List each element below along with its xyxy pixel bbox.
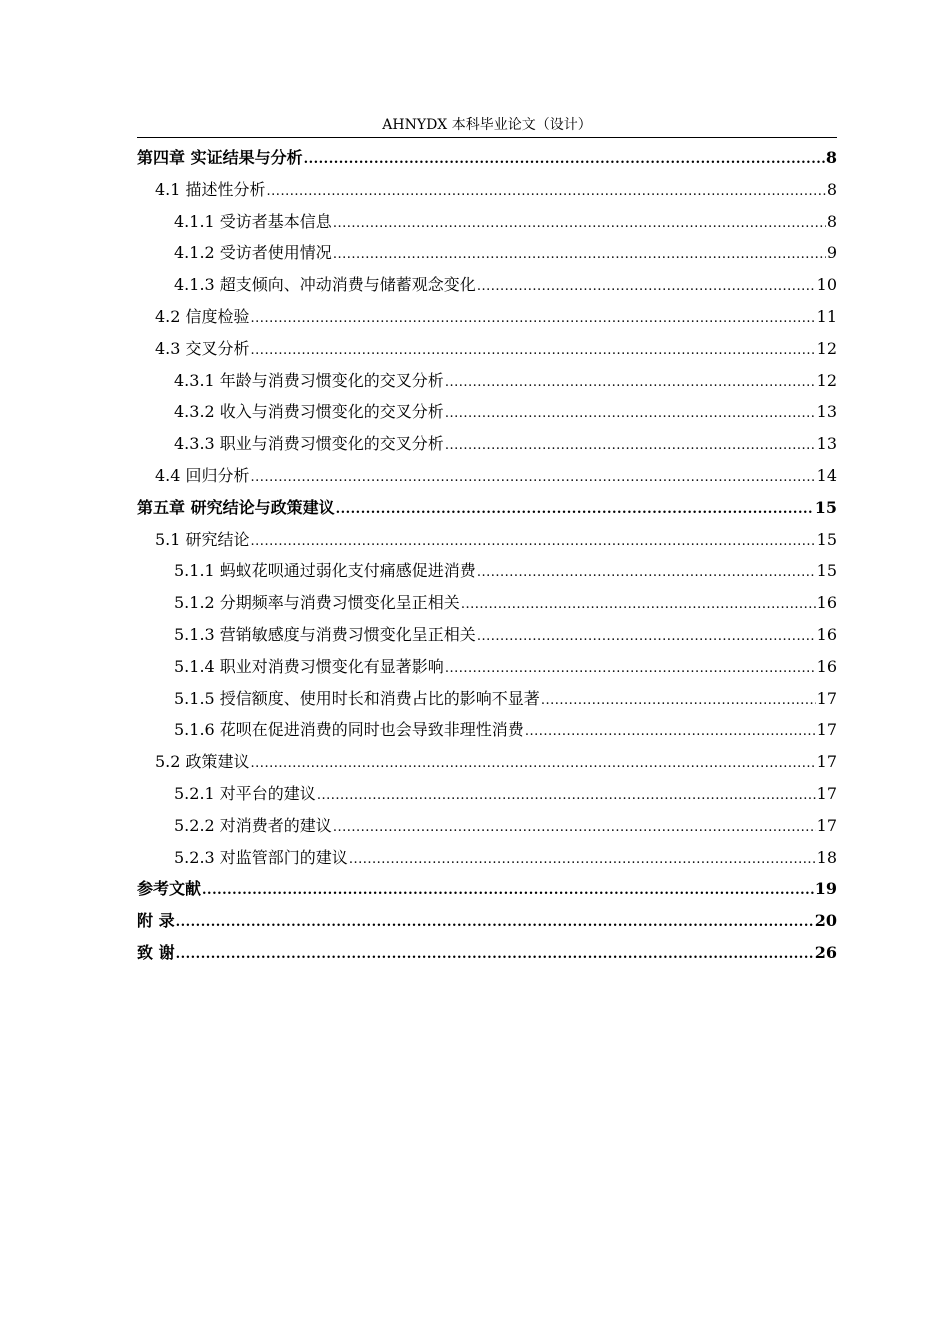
toc-entry-title: 第五章 研究结论与政策建议 [137,497,335,517]
toc-entry-title: 5.2 政策建议 [155,752,250,772]
toc-dot-leader [477,271,816,303]
toc-entry-page-number: 17 [816,752,837,772]
toc-dot-leader [461,589,816,621]
toc-entry[interactable] [137,269,837,301]
toc-entry[interactable] [137,301,837,333]
toc-entry[interactable] [137,365,837,397]
toc-entry[interactable] [137,174,837,206]
toc-entry[interactable] [137,842,837,874]
toc-entry-page-number: 17 [816,783,837,803]
toc-dot-leader [251,748,816,780]
toc-entry-page-number: 16 [816,624,837,644]
toc-entry-title: 5.1.2 分期频率与消费习惯变化呈正相关 [174,593,460,613]
toc-dot-leader [541,685,816,717]
toc-entry-title: 第四章 实证结果与分析 [137,148,303,167]
toc-entry[interactable] [137,206,837,238]
toc-dot-leader [176,939,814,971]
toc-entry-title: 5.1.5 授信额度、使用时长和消费占比的影响不显著 [174,688,540,708]
toc-entry-title: 5.2.1 对平台的建议 [174,783,316,803]
toc-entry[interactable] [137,778,837,810]
toc-entry-title: 附 录 [137,911,175,931]
toc-dot-leader [317,780,816,812]
toc-dot-leader [202,875,814,907]
toc-entry-title: 4.1.3 超支倾向、冲动消费与储蓄观念变化 [174,275,476,295]
toc-entry-page-number: 19 [814,879,837,899]
toc-entry-title: 4.3.3 职业与消费习惯变化的交叉分析 [174,434,444,454]
toc-entry-title: 5.1.4 职业对消费习惯变化有显著影响 [174,656,444,676]
toc-entry-page-number: 15 [816,561,837,581]
toc-dot-leader [251,303,816,335]
toc-dot-leader [445,398,816,430]
toc-entry-page-number: 20 [814,911,837,931]
toc-entry[interactable] [137,714,837,746]
page-header-title: AHNYDX 本科毕业论文（设计） [382,117,592,133]
toc-dot-leader [251,526,816,558]
toc-dot-leader [251,335,816,367]
toc-entry-page-number: 17 [816,720,837,740]
toc-entry-page-number: 9 [826,243,837,263]
toc-dot-leader [477,557,816,589]
toc-entry-title: 参考文献 [137,879,202,899]
toc-entry[interactable] [137,683,837,715]
toc-dot-leader [477,621,816,653]
toc-entry-page-number: 10 [816,275,837,295]
toc-entry[interactable] [137,492,837,524]
toc-entry-page-number: 18 [816,847,837,867]
toc-entry-page-number: 16 [816,656,837,676]
toc-entry[interactable] [137,142,837,174]
toc-entry-page-number: 13 [816,402,837,422]
toc-entry[interactable] [137,651,837,683]
toc-entry-page-number: 15 [814,497,837,517]
toc-entry-title: 5.1.6 花呗在促进消费的同时也会导致非理性消费 [174,720,524,740]
toc-entry-page-number: 17 [816,688,837,708]
toc-entry-title: 5.1.3 营销敏感度与消费习惯变化呈正相关 [174,624,476,644]
toc-entry[interactable] [137,524,837,556]
toc-entry[interactable] [137,746,837,778]
toc-entry-page-number: 12 [816,338,837,358]
toc-dot-leader [349,844,816,876]
toc-dot-leader [333,208,826,240]
table-of-contents [137,142,837,969]
toc-entry[interactable] [137,587,837,619]
toc-entry[interactable] [137,428,837,460]
toc-dot-leader [445,653,816,685]
toc-entry-page-number: 13 [816,434,837,454]
toc-entry-title: 4.1.2 受访者使用情况 [174,243,332,263]
toc-dot-leader [267,176,826,208]
toc-dot-leader [445,367,816,399]
toc-entry[interactable] [137,937,837,969]
toc-entry-title: 4.3.1 年龄与消费习惯变化的交叉分析 [174,370,444,390]
toc-dot-leader [333,239,826,271]
toc-entry[interactable] [137,810,837,842]
toc-dot-leader [333,812,816,844]
toc-dot-leader [251,462,816,494]
toc-entry-page-number: 11 [816,306,837,326]
toc-entry[interactable] [137,460,837,492]
toc-entry-title: 5.2.2 对消费者的建议 [174,815,332,835]
toc-dot-leader [176,907,814,939]
toc-entry-page-number: 14 [816,465,837,485]
toc-entry-page-number: 8 [826,179,837,199]
toc-dot-leader [304,144,825,176]
toc-entry[interactable] [137,619,837,651]
toc-entry[interactable] [137,396,837,428]
toc-entry[interactable] [137,237,837,269]
toc-entry[interactable] [137,555,837,587]
toc-entry-page-number: 26 [814,942,837,962]
toc-entry[interactable] [137,873,837,905]
toc-entry-title: 4.1 描述性分析 [155,179,266,199]
toc-entry-title: 5.2.3 对监管部门的建议 [174,847,348,867]
toc-entry-title: 4.1.1 受访者基本信息 [174,211,332,231]
header-rule [137,137,837,138]
toc-entry-title: 4.3 交叉分析 [155,338,250,358]
toc-entry-page-number: 8 [825,148,837,167]
toc-entry-page-number: 12 [816,370,837,390]
toc-entry[interactable] [137,333,837,365]
toc-dot-leader [525,716,816,748]
toc-entry-title: 5.1.1 蚂蚁花呗通过弱化支付痛感促进消费 [174,561,476,581]
toc-entry-title: 4.2 信度检验 [155,306,250,326]
toc-entry-page-number: 8 [826,211,837,231]
toc-entry-title: 4.4 回归分析 [155,465,250,485]
toc-dot-leader [336,494,814,526]
toc-entry-page-number: 17 [816,815,837,835]
toc-entry-page-number: 16 [816,593,837,613]
toc-entry[interactable] [137,905,837,937]
toc-entry-title: 4.3.2 收入与消费习惯变化的交叉分析 [174,402,444,422]
toc-entry-title: 5.1 研究结论 [155,529,250,549]
toc-entry-page-number: 15 [816,529,837,549]
toc-dot-leader [445,430,816,462]
toc-entry-title: 致 谢 [137,942,175,962]
